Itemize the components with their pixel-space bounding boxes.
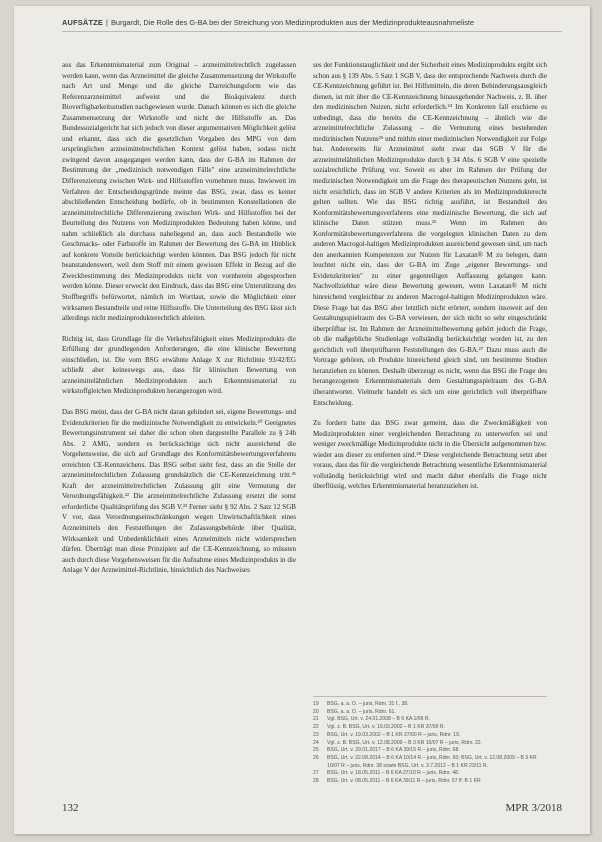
footnote	[313, 770, 547, 778]
running-header	[62, 18, 562, 32]
footnote-text: BSG, Urt. v. 22.08.2014 – B 6 KA 10/14 R – juris, Rdnr. 60; BSG, Urt. v. 12.08.2009 – B 3 KR 10/07 R – juris, Rdnr. 38 sowie BSG, Urt. v. 3.7.2012 – B 1 KR 23/11 R.	[327, 754, 537, 769]
page-number: 132	[62, 802, 79, 814]
footnote-text: Vgl. z. B. BSG, Urt. v. 12.08.2009 – B 3 KR 10/07 R – juris, Rdnr. 22.	[327, 739, 483, 746]
paragraph: Zu fordern hatte das BSG zwar gemeint, dass die Zweckmäßigkeit von Medizinprodukten einer vergleichenden Betrachtung zu unterwerfen sei und weniger zweckmäßige Medizinprodukte nicht in die Übersicht aufgenommen bzw. wieder aus dieser zu entfernen sind.²⁸ Diese vergleichende Betrachtung setzt aber voraus, dass das für die vergleichende Betrachtung wesentliche Erkenntnismaterial vollständig berücksichtigt wird und macht daher ebenfalls die Frage nicht überflüssig, welches Erkenntnismaterial heranzuziehen ist.	[313, 419, 547, 491]
left-column	[62, 60, 296, 586]
footnote	[313, 724, 547, 732]
footnote-text: BSG, Urt. v. 18.05.2011 – B 6 KA 27/10 R – juris, Rdnr. 48.	[327, 770, 460, 777]
footnote-number: 22	[313, 724, 319, 731]
footnote-text: BSG, Urt. v. 29.01.2017 – B 6 KA 39/15 R – juris, Rdnr. 68.	[327, 747, 460, 754]
paragraph: Das BSG meint, dass der G-BA nicht daran gehindert sei, eigene Bewertungs- und Evidenzkriterien für die medizinische Notwendigkeit zu entwickeln.²⁰ Geeignetes Bewertungsinstrument sei daher die schon oben dargestellte Parallele zu § 24h Abs. 2 AMG, sondern es berücksichtige sich nicht ausreichend die Vorgehensweise, die sich auf Grundlage des Konformitätsbewertungsverfahrens erreichten CE-Kennzeichens. Das BSG selbst sieht fest, dass an die Stelle der arzneimittelrechtlichen Zulassung grundsätzlich die CE-Kennzeichnung tritt.²¹ Kraft der arzneimittelrechtlichen Zulassung gilt eine Vermutung der Verordnungsfähigkeit.²² Die arzneimittelrechtliche Zulassung ersetzt die sonst erforderliche Qualitätsprüfung des SGB V.²³ Ferner sieht § 92 Abs. 2 Satz 12 SGB V vor, dass Verordnungseinschränkungen wegen Unwirtschaftlichkeit eines Arzneimittels den Feststellungen der Zulassungsbehörde über Qualität, Wirksamkeit und Unbedenklichkeit eines Arzneimittels nicht widersprechen dürfen. Überträgt man diese Prinzipien auf die CE-Kennzeichnung, so müssten auch durch diese Vorgehensweisen für die Aufnahme eines Medizinprodukts in die Anlage V der Arzneimittel-Richtlinie, hinsichtlich des Nachweises	[62, 407, 296, 575]
paragraph: Richtig ist, dass Grundlage für die Verkehrsfähigkeit eines Medizinprodukts die Erfüllung der grundlegenden Anforderungen, die eine klinische Bewertung einschließen, ist. Die vom BSG erwähnte Anlage X zur Richtlinie 93/42/EG schließt aber keineswegs aus, dass für klinischen Bewertung von arzneimittelähnlichen Medizinprodukten auch Erkenntnismaterial zu wirkstoffgleichen Medizinprodukten herangezogen wird.	[62, 334, 296, 396]
footnote-number: 28	[313, 778, 319, 785]
footnote-number: 21	[313, 716, 319, 723]
footnote-number: 26	[313, 754, 319, 761]
footnote-number: 19	[313, 701, 319, 707]
footnote	[313, 709, 547, 717]
footnote-number: 23	[313, 731, 319, 738]
footnote-text: BSG, a. a. O. – juris, Rdnr. 61.	[327, 708, 396, 715]
footnote	[313, 778, 547, 786]
footnote-text: BSG, Urt. v. 08.05.2011 – B 6 KA 39/11 R – juris, Rdnr. 57 ff. B 1 KR	[327, 778, 481, 785]
footnote-number: 25	[313, 747, 319, 754]
running-title: Burgardt, Die Rolle des G-BA bei der Streichung von Medizinprodukten aus der Medizinprodukteausnahmeliste	[110, 18, 475, 27]
footnote	[313, 740, 547, 748]
footnotes	[313, 696, 547, 786]
journal-page	[14, 6, 590, 834]
footnote-number: 20	[313, 708, 319, 715]
footnote	[313, 701, 547, 709]
footnote	[313, 732, 547, 740]
footnote-text: Vgl. BSG, Urt. v. 24.01.2008 – B 6 KA 1/06 R.	[327, 716, 430, 723]
footnote-text: BSG, a. a. O. – juris, Rdnr. 31 f., 38.	[327, 701, 409, 707]
footnote	[313, 716, 547, 724]
footnote	[313, 755, 547, 770]
footnote	[313, 747, 547, 755]
footnote-number: 24	[313, 739, 319, 746]
section-label: AUFSÄTZE	[62, 18, 104, 27]
footnote-number: 27	[313, 770, 319, 777]
paragraph: aus das Erkenntnismaterial zum Original – arzneimittelrechtlich zugelassen werden kann, wenn das Arzneimittel die gleiche Zusammensetzung der Wirkstoffe nach Art und Menge und die gleiche Darreichungsform wie das Referenzarzneimittel aufweist und die Bioäquivalenz durch Bioverfügbarkeitsstudien nachgewiesen wurde. Danach können es sich die gleiche Zusammensetzung der Wirkstoffe und nicht der Hilfsstoffe an. Das Bundessozialgericht hat sich jedoch von dieser argumentativen Möglichkeit gelöst und erkannt, dass sich die gesetzlichen Vorgaben des MPG von dem ursprünglichen arzneimittelrechtlichen Kontext gelöst haben, sodass nicht zwingend davon ausgegangen werden kann, dass der G-BA im Rahmen der Bestimmung der „medizinisch notwendigen Fälle" eine arzneimittelrechtliche Differenzierung zwischen Wirk- und Hilfsstoffen vornehmen muss. Inwieweit im Verfahren der Entscheidungsgründe meinte das BSG, zwar, dass es keiner abschließenden Entscheidung bedürfe, ob in bestimmten Konstellationen die arzneimittelrechtliche Differenzierung zwischen Wirk- und Hilfsstoffen bei der Beurteilung des Nutzens von Medizinprodukten Bedeutung haben könne, und nahm schließlich als durchaus naheliegend an, dass auch Bestandteile wie Geschmacks- oder Farbstoffe im Rahmen der Bewertung des G-BA im Hinblick auf konkrete Vorteile berücksichtigt werden könnten. Das BSG jedoch für nicht beanstandenswert, weil dem Stoff mit einem gewissen Effekt in Bezug auf die Zweckbestimmung des Medizinprodukts nicht von vornherein abgesprochen werden könne. Dieser erweckt den Eindruck, dass das BSG eine Unterstützung des Stoffbegriffs befürwortet, nämlich im Wortlaut, sowie die Möglichkeit einer wirksamen Bestandteile und reine Hilfsstoffe. Die Unterteilung des BSG lässt sich allerdings nicht medizinprodukterechtlich ableiten.	[62, 61, 296, 323]
right-column	[313, 60, 547, 502]
journal-issue: MPR 3/2018	[505, 802, 562, 814]
header-separator: |	[106, 18, 108, 27]
paragraph: ses der Funktionstauglichkeit und der Sicherheit eines Medizinprodukts ergibt sich schon aus § 139 Abs. 5 Satz 1 SGB V, dass der entsprechende Nachweis durch die CE-Kennzeichnung geführt ist. Bei Hilfsmitteln, die deren Behinderungsausgleich dienen, ist mit über die CE-Kennzeichnung hinausgehender Nachweis, z. B. über den medizinischen Nutzen, nicht erforderlich.²⁴ Im Konkreten fall erschiene es unbedingt, dass die bereits die CE-Kennzeichnung – ähnlich wie die arzneimittelrechtliche Zulassung – die Vermutung eines bestehenden medizinischen Nutzens²⁵ und mithin einer medizinischen Notwendigkeit zur Folge hat. Andererseits für Arzneimittel sieht zwar das SGB V für die arzneimittelähnlichen Medizinprodukte durch § 34 Abs. 6 SGB V eine spezielle sozialrechtliche Prüfung vor. Soweit es aber im Rahmen der Prüfung der medizinischen Notwendigkeit um die Frage des therapeutischen Nutzens geht, ist nicht ersichtlich, dass im SGB V andere Kriterien als im Medizinprodukterecht gelten sollten. Wie das BSG richtig ausführt, ist Bestandteil des Konformitätsbewertungsverfahrens eine medizinische Bewertung, die sich auf klinische Daten stützen muss.²⁶ Wenn im Rahmen des Konformitätsbewertungsverfahrens die vorgelegten klinischen Daten zu dem anderen Macrogol-haltigen Medizinprodukten ausreichend gewesen sind, um nach den anerkannten Kompetenzen zur Nutzen für Laxatan® M zu belegen, dann leuchtet nicht ein, dass der G-BA im Zuge „eigener Bewertungs- und Evidenzkriterien" zu einer gegenteiligen Auffassung gelangen kann. Nachvollziehbar wäre diese Bewertung gewesen, wenn Laxatan® M nicht hinreichend vergleichbar zu anderen Macrogol-haltigen Medizinprodukten wäre. Diese Frage hat das BSG aber letztlich nicht erörtert, sondern insoweit auf den Gestaltungsspielraum des G-BA verwiesen, der sich nicht so sehr eingeschränkt überprüfbar ist. Im Rahmen der Arzneimittelbewertung gehört jedoch die Frage, ob die maßgebliche Studienlage vollständig berücksichtigt worden ist, zu den gerichtlich voll überprüfbaren Feststellungen des G-BA.²⁷ Dazu muss auch die Vortrage gehören, ob Produkte hinreichend gleich sind, um bestimmte Studien heranziehen zu können. Deshalb überzeugt es nicht, wenn das BSG die Frage des herangezogenen Erkenntnismaterials dem Gestaltungsspielraum des G-BA überantwortet. Vielmehr handelt es sich um eine gerichtlich voll überprüfbare Entscheidung.	[313, 61, 547, 407]
footnote-text: Vgl. z. B. BSG, Urt. v. 19.03.2002 – B 1 KR 37/00 R.	[327, 724, 445, 731]
footnote-text: BSG, Urt. v. 19.03.2002 – B 1 KR 37/00 R – juris, Rdnr. 19.	[327, 731, 461, 738]
